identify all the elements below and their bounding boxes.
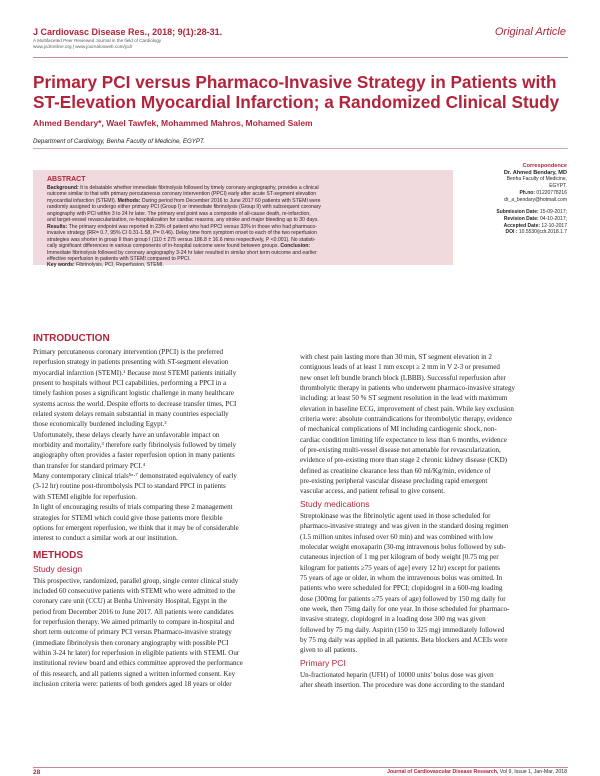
body-text-line: with chest pain lasting more than 30 min, ST segment elevation in 2	[300, 353, 492, 361]
journal-subtitle	[33, 38, 233, 49]
abstract-label: Results:	[47, 223, 68, 230]
body-text-line: pharmaco-invasive strategy and was given in the standard dosing regimen	[300, 522, 509, 531]
body-text-line: including: at least 50 % ST segment resolution in the lead with maximum	[300, 394, 508, 403]
body-text-line: dose (300mg for patients ≥75 years of age) followed by 150 mg daily for	[300, 594, 506, 603]
phone-number: 01220778216	[536, 189, 567, 196]
body-text-line: short term outcome of primary PCI versus Pharmaco-invasive strategy	[33, 628, 232, 637]
abstract-box	[33, 170, 453, 269]
article-type: Original Article	[494, 26, 566, 38]
correspondence-heading: Correspondence	[522, 163, 567, 169]
body-text-line: followed by 75 mg daily. Aspirin (150 to 325 mg) immediately followed	[300, 625, 505, 634]
history-item	[457, 223, 567, 230]
body-text-line: institutional review board and ethics committee approved the performance	[33, 659, 243, 668]
body-text-line: by 75 mg daily was applied in all patients. Beta blockers and ACEIs were	[300, 635, 508, 644]
abstract-label: Conclusion:	[280, 243, 311, 250]
history-item	[457, 229, 567, 236]
abstract-text: invasive strategy (RR= 0.7, 95% CI 0.31-1.58, P= 0.46). Delay time from symptom onset to each of the two reperfusion	[47, 230, 318, 237]
header-divider	[33, 57, 568, 58]
abstract-heading: ABSTRACT	[47, 176, 86, 183]
body-text-line: cardiac condition limiting life expectance to less than 6 months, evidence	[300, 435, 507, 444]
body-text-line: contiguous leads of at least 1 mm except ≥ 2 mm in V 2-3 or presumed	[300, 363, 500, 372]
body-text-line: Many contemporary clinical trials⁵ᵃ·⁷ demonstrated equivalency of early	[33, 472, 237, 481]
abstract-text: Immediate fibrinolysis followed by coronary angiography 3-24 hr later resulted in similar short term outcome and earlier	[47, 249, 317, 256]
left-column	[33, 333, 293, 689]
body-text-line: for reperfusion therapy. We aimed primarily to compare in-hospital and	[33, 617, 235, 626]
body-text-line: included 60 consecutive patients with STEMI who were admitted to the	[33, 586, 236, 595]
history-value: 10.5530/jcdr.2018.1.7	[518, 229, 567, 236]
page-number: 28	[33, 769, 41, 776]
body-text-line: present to hospitals without PCI capabilities, performing a PPCI in a	[33, 379, 227, 388]
correspondence-address-line: Benha Faculty of Medicine,	[506, 176, 567, 183]
abstract-text: cally significant differences in various components of in-hospital outcome were found between groups.	[47, 243, 281, 250]
abstract-text: myocardial infarction (STEMI).	[47, 197, 118, 204]
body-text-line: This prospective, randomized, parallel group, single center clinical study	[33, 576, 239, 585]
abstract-label: Methods:	[117, 197, 141, 204]
body-text-line: timely fashion poses a significant logistic challenge in many healthcare	[33, 389, 234, 398]
body-text-line: given to all patients.	[300, 646, 358, 655]
body-text-line: Un-fractionated heparin (UFH) of 10000 units' bolus dose was given	[300, 670, 494, 679]
body-text-line: patients who were scheduled for PPCI; clopidogrel in a 600-mg loading	[300, 584, 503, 593]
correspondence-name: Dr. Ahmed Bendary, MD	[503, 169, 567, 176]
body-text-line: cutaneous injection of 1 mg per kilogram of body weight [0.75 mg per	[300, 553, 499, 562]
body-text-line: molecular weight enoxaparin (30-mg intravenous bolus followed by sub-	[300, 542, 506, 551]
body-text-line: angiography often provides a faster reperfusion option in many patients	[33, 451, 235, 460]
journal-citation: J Cardiovasc Disease Res., 2018; 9(1):28-31.	[33, 27, 223, 37]
history-item	[457, 209, 567, 216]
body-text-line: interest to conduct a similar work at our institution.	[33, 534, 178, 543]
body-text-line: reperfusion strategy in patients presenting with ST-segment elevation	[33, 358, 229, 367]
body-text-line: those economically burdened including Egypt.²	[33, 420, 167, 429]
body-text-line: one week, then 75mg daily for one year. In those scheduled for pharmaco-	[300, 604, 510, 613]
abstract-text: and target-vessel revascularization, re-hospitalization for cardiac reasons, any stroke and major bleeding up to 30 days.	[47, 217, 319, 224]
body-text-line: invasive strategy, clopidogrel in a loading dose 300 mg was given	[300, 615, 486, 624]
abstract-text: randomly assigned to undergo either primary PCI (Group I) or immediate fibrinolysis (Group II) with subsequent coronary	[47, 204, 321, 211]
footer-divider	[33, 767, 568, 768]
abstract-text: angiography with PCI within 3 to 24 hr later. The primary end point was a composite of all-cause death, re-infarction,	[47, 210, 311, 217]
footer-journal: Journal of Cardiovascular Disease Research,	[387, 769, 499, 775]
history-label: Accepted Date:	[503, 222, 542, 229]
body-text-line: defined as creatinine clearance less than 60 ml/Kg/min, evidence of	[300, 466, 491, 475]
body-text-line: new onset left bundle branch block (LBBB). Successful reperfusion after	[300, 373, 506, 382]
body-text-line: options for emergent reperfusion, we think that it may be of considerable	[33, 523, 239, 532]
body-text-line: kilogram for patients ≥75 years of age] every 12 hr) except for patients	[300, 563, 500, 572]
subsection-heading: Study design	[33, 563, 83, 574]
author-list: Ahmed Bendary*, Wael Tawfek, Mohammed Mahros, Mohamed Salem	[33, 118, 313, 128]
article-title-line-2: ST-Elevation Myocardial Infarction; a Randomized Clinical Study	[33, 92, 560, 112]
abstract-body	[47, 185, 447, 269]
journal-website[interactable]: www.jcdronline.org | www.journalonweb.com/jcdr	[33, 43, 133, 49]
body-text-line: (1.5 million unites infused over 60 min) and was combined with low	[300, 532, 494, 541]
section-heading: METHODS	[33, 549, 83, 561]
body-text-line: elevation in baseline ECG, improvement of chest pain. While key exclusion	[300, 404, 514, 413]
abstract-text: During period from December 2016 to June 2017 60 patients with STEMI were	[140, 197, 321, 204]
abstract-text: Fibrinolysis, PCI, Reperfusion, STEMI.	[74, 262, 164, 269]
section-heading: INTRODUCTION	[33, 333, 110, 344]
history-value: 15-09-2017;	[540, 209, 567, 216]
body-text-line: morbidity and mortality,³ therefore early fibrinolysis followed by timely	[33, 441, 237, 450]
body-text-line: systems across the world. Despite efforts to decrease transfer times, PCI	[33, 399, 237, 408]
correspondence-email[interactable]: dr_a_bendary@hotmail.com	[504, 196, 567, 203]
article-title	[33, 72, 573, 112]
body-text-line: within 3-24 hr later) for reperfusion in eligible patients with STEMI. Our	[33, 648, 240, 657]
journal-tagline: A Multifaceted Peer Reviewed Journal in the field of Cardiology	[33, 38, 162, 43]
body-text-line: after sheath insertion. The procedure was done according to the standard	[300, 680, 505, 689]
body-text-line: myocardial infarction (STEMI).¹ Because most STEMI patients initially	[33, 368, 237, 377]
subsection-heading: Primary PCI	[300, 657, 346, 668]
correspondence-panel	[457, 163, 567, 236]
body-text-line: evidence of pre-existing more than stage 2 chronic kidney disease (CKD)	[300, 456, 508, 465]
body-text-line: vascular access, and patient refusal to give consent.	[300, 487, 445, 496]
history-label: Revision Date:	[503, 215, 541, 222]
footer-citation	[387, 769, 567, 775]
right-column	[300, 352, 558, 690]
body-text-line: of pre-existing multi-vessel disease not amenable for revascularization,	[300, 446, 501, 455]
abstract-text: It is debatable whether immediate fibrinolysis followed by timely coronary angiography, provides a clinical	[78, 185, 319, 191]
abstract-label: Key words:	[47, 262, 75, 269]
body-text-line: Unfortunately, these delays clearly have an unfavorable impact on	[33, 430, 220, 439]
history-label: DOI :	[505, 229, 519, 236]
history-value: 12-10-2017	[541, 222, 567, 229]
body-text-line: with STEMI eligible for reperfusion.	[33, 492, 137, 501]
affiliation-divider	[33, 148, 568, 149]
abstract-text: outcome similar to that with primary percutaneous coronary intervention (PPCI) early after acute ST-segment elevation	[47, 191, 317, 198]
article-history	[457, 209, 567, 236]
body-text-line: (immediate fibrinolysis then coronary angiography with possible PCI	[33, 638, 229, 647]
body-text-line: inclusion criteria were: patients of both genders aged 18 years or older	[33, 679, 232, 688]
abstract-label: Background:	[47, 185, 79, 191]
body-text-line: than transfer for standard primary PCI.⁴	[33, 461, 146, 470]
body-text-line: pre-existing peripheral vascular disease precluding rapid emergent	[300, 477, 488, 486]
body-text-line: strategies for STEMI which could give those patients more flexible	[33, 513, 223, 522]
article-title-line-1: Primary PCI versus Pharmaco-Invasive Strategy in Patients with	[33, 72, 557, 92]
correspondence-address-line: EGYPT.	[549, 183, 567, 190]
abstract-text: The primary endpoint was reported in 23% of patient who had PPCI versus 33% in those who had pharmaco-	[67, 223, 317, 230]
body-text-line: In light of encouraging results of trials comparing these 2 management	[33, 503, 233, 512]
body-text-line: Primary percutaneous coronary intervention (PPCI) is the preferred	[33, 348, 224, 356]
correspondence-phone	[457, 190, 567, 197]
subsection-heading: Study medications	[300, 498, 370, 509]
body-text-line: period from December 2016 to June 2017. All patients were candidates	[33, 607, 234, 616]
body-text-line: of this research, and all patients signed a written informed consent. Key	[33, 669, 236, 678]
body-text-line: thrombolytic therapy in patients who underwent pharmaco-invasive strategy	[300, 384, 516, 393]
body-text-line: of mechanical complications of MI including cardiogenic shock, non-	[300, 425, 497, 434]
body-text-line: Streptokinase was the fibrinolytic agent used in those scheduled for	[300, 511, 491, 520]
history-label: Submission Date:	[496, 209, 541, 216]
footer-issue: Vol 9, Issue 1, Jan-Mar, 2018	[498, 769, 567, 775]
history-value: 04-10-2017;	[540, 215, 567, 222]
abstract-line	[47, 262, 447, 268]
body-text-line: criteria were: absolute contraindications for thrombolytic therapy, evidence	[300, 415, 513, 424]
phone-label: Ph.no:	[519, 189, 536, 196]
body-text-line: 75 years of age or older, in whom the intravenous bolus was omitted. In	[300, 573, 503, 582]
history-item	[457, 216, 567, 223]
body-text-line: (3-12 hr) routine post-thrombolysis PCI to standard PPCI in patients	[33, 482, 226, 491]
abstract-text: strategies was shorter in group II than group I (110 ± 275 versus 186.8 ± 16.6 mins respectively, P <0.001). No statisti-	[47, 236, 316, 243]
abstract-text: effective reperfusion in patients with STEMI compared to PPCI.	[47, 255, 191, 262]
body-text-line: coronary care unit (CCU) at Benha University Hospital, Egypt in the	[33, 597, 227, 606]
affiliation: Department of Cardiology, Benha Faculty of Medicine, EGYPT.	[33, 138, 205, 145]
body-text-line: related system delays remain substantial in many countries especially	[33, 410, 229, 419]
